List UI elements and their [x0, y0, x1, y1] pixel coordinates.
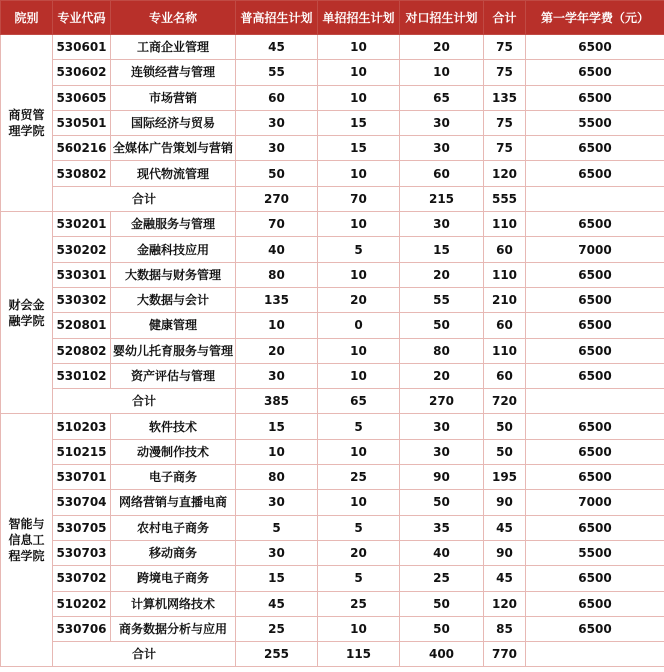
general-plan: 55 [236, 60, 318, 85]
general-plan: 50 [236, 161, 318, 186]
table-row [1, 363, 664, 388]
vocational-plan: 10 [400, 60, 484, 85]
tuition-fee: 6500 [526, 363, 664, 388]
major-code: 530802 [53, 161, 111, 186]
major-code: 530703 [53, 540, 111, 565]
row-total: 60 [484, 237, 526, 262]
subtotal-general: 270 [236, 186, 318, 211]
vocational-plan: 50 [400, 313, 484, 338]
table-row [1, 60, 664, 85]
major-name: 连锁经营与管理 [111, 60, 236, 85]
tuition-fee: 6500 [526, 439, 664, 464]
single-plan: 10 [318, 212, 400, 237]
table-row [1, 414, 664, 439]
general-plan: 30 [236, 110, 318, 135]
major-name: 大数据与财务管理 [111, 262, 236, 287]
college-header: 院别 [1, 1, 53, 35]
row-total: 135 [484, 85, 526, 110]
row-total: 60 [484, 363, 526, 388]
subtotal-label: 合计 [53, 389, 236, 414]
subtotal-fee-empty [526, 389, 664, 414]
total-header: 合计 [484, 1, 526, 35]
row-total: 75 [484, 136, 526, 161]
tuition-fee: 6500 [526, 616, 664, 641]
major-code: 530501 [53, 110, 111, 135]
major-code: 520802 [53, 338, 111, 363]
tuition-fee: 6500 [526, 85, 664, 110]
general-plan: 10 [236, 313, 318, 338]
single-plan: 10 [318, 490, 400, 515]
tuition-fee: 6500 [526, 313, 664, 338]
tuition-fee: 6500 [526, 161, 664, 186]
single-plan-header: 单招招生计划 [318, 1, 400, 35]
table-row [1, 490, 664, 515]
tuition-fee: 6500 [526, 465, 664, 490]
tuition-fee: 6500 [526, 338, 664, 363]
row-total: 45 [484, 566, 526, 591]
subtotal-vocational: 215 [400, 186, 484, 211]
general-plan: 10 [236, 439, 318, 464]
major-name: 国际经济与贸易 [111, 110, 236, 135]
subtotal-total: 555 [484, 186, 526, 211]
vocational-plan: 30 [400, 110, 484, 135]
row-total: 90 [484, 540, 526, 565]
tuition-fee: 6500 [526, 136, 664, 161]
subtotal-general: 385 [236, 389, 318, 414]
vocational-plan: 50 [400, 490, 484, 515]
tuition-header: 第一学年学费（元） [526, 1, 664, 35]
major-code: 530201 [53, 212, 111, 237]
subtotal-row [1, 389, 664, 414]
table-row [1, 465, 664, 490]
vocational-plan: 55 [400, 287, 484, 312]
single-plan: 10 [318, 439, 400, 464]
single-plan: 10 [318, 363, 400, 388]
major-name: 婴幼儿托育服务与管理 [111, 338, 236, 363]
single-plan: 10 [318, 85, 400, 110]
single-plan: 25 [318, 465, 400, 490]
general-plan: 80 [236, 465, 318, 490]
major-code: 530706 [53, 616, 111, 641]
row-total: 50 [484, 439, 526, 464]
college-name: 智能与信息工程学院 [1, 414, 53, 667]
row-total: 210 [484, 287, 526, 312]
major-name: 商务数据分析与应用 [111, 616, 236, 641]
major-name: 网络营销与直播电商 [111, 490, 236, 515]
major-code: 530202 [53, 237, 111, 262]
general-plan: 80 [236, 262, 318, 287]
general-plan: 45 [236, 35, 318, 60]
vocational-plan: 35 [400, 515, 484, 540]
vocational-plan: 30 [400, 212, 484, 237]
single-plan: 20 [318, 540, 400, 565]
major-name: 软件技术 [111, 414, 236, 439]
table-row [1, 237, 664, 262]
general-plan: 30 [236, 540, 318, 565]
header-row [1, 1, 664, 35]
vocational-plan: 25 [400, 566, 484, 591]
major-code: 530102 [53, 363, 111, 388]
vocational-plan: 80 [400, 338, 484, 363]
table-row [1, 515, 664, 540]
general-plan: 60 [236, 85, 318, 110]
single-plan: 10 [318, 338, 400, 363]
row-total: 75 [484, 35, 526, 60]
tuition-fee: 5500 [526, 110, 664, 135]
table-row [1, 540, 664, 565]
single-plan: 10 [318, 60, 400, 85]
single-plan: 10 [318, 262, 400, 287]
row-total: 50 [484, 414, 526, 439]
tuition-fee: 6500 [526, 35, 664, 60]
vocational-plan: 30 [400, 136, 484, 161]
major-code: 530702 [53, 566, 111, 591]
row-total: 195 [484, 465, 526, 490]
major-code: 530701 [53, 465, 111, 490]
vocational-plan: 20 [400, 35, 484, 60]
major-code: 560216 [53, 136, 111, 161]
single-plan: 10 [318, 35, 400, 60]
row-total: 120 [484, 161, 526, 186]
tuition-fee: 5500 [526, 540, 664, 565]
subtotal-label: 合计 [53, 186, 236, 211]
name-header: 专业名称 [111, 1, 236, 35]
subtotal-single: 115 [318, 642, 400, 667]
subtotal-total: 770 [484, 642, 526, 667]
general-plan: 15 [236, 566, 318, 591]
tuition-fee: 6500 [526, 287, 664, 312]
college-name: 商贸管理学院 [1, 35, 53, 212]
single-plan: 25 [318, 591, 400, 616]
vocational-plan: 60 [400, 161, 484, 186]
tuition-fee: 6500 [526, 515, 664, 540]
row-total: 85 [484, 616, 526, 641]
single-plan: 15 [318, 110, 400, 135]
major-name: 跨境电子商务 [111, 566, 236, 591]
major-code: 530705 [53, 515, 111, 540]
major-name: 工商企业管理 [111, 35, 236, 60]
major-name: 全媒体广告策划与营销 [111, 136, 236, 161]
row-total: 120 [484, 591, 526, 616]
table-row [1, 110, 664, 135]
tuition-fee: 6500 [526, 60, 664, 85]
single-plan: 10 [318, 616, 400, 641]
major-name: 大数据与会计 [111, 287, 236, 312]
major-code: 510203 [53, 414, 111, 439]
table-row [1, 161, 664, 186]
single-plan: 5 [318, 414, 400, 439]
single-plan: 5 [318, 237, 400, 262]
table-row [1, 591, 664, 616]
table-row [1, 35, 664, 60]
table-row [1, 262, 664, 287]
general-plan: 70 [236, 212, 318, 237]
major-name: 健康管理 [111, 313, 236, 338]
major-code: 530601 [53, 35, 111, 60]
major-name: 资产评估与管理 [111, 363, 236, 388]
table-row [1, 338, 664, 363]
vocational-plan: 90 [400, 465, 484, 490]
vocational-plan: 50 [400, 591, 484, 616]
major-name: 电子商务 [111, 465, 236, 490]
major-code: 530704 [53, 490, 111, 515]
table-row [1, 136, 664, 161]
general-plan: 30 [236, 136, 318, 161]
subtotal-fee-empty [526, 186, 664, 211]
single-plan: 10 [318, 161, 400, 186]
major-code: 530605 [53, 85, 111, 110]
general-plan: 5 [236, 515, 318, 540]
vocational-plan: 40 [400, 540, 484, 565]
major-name: 金融科技应用 [111, 237, 236, 262]
tuition-fee: 6500 [526, 566, 664, 591]
general-plan: 25 [236, 616, 318, 641]
college-name: 财会金融学院 [1, 212, 53, 414]
row-total: 75 [484, 110, 526, 135]
major-code: 530302 [53, 287, 111, 312]
tuition-fee: 6500 [526, 414, 664, 439]
subtotal-vocational: 400 [400, 642, 484, 667]
subtotal-general: 255 [236, 642, 318, 667]
general-plan: 30 [236, 363, 318, 388]
major-name: 移动商务 [111, 540, 236, 565]
subtotal-single: 65 [318, 389, 400, 414]
code-header: 专业代码 [53, 1, 111, 35]
tuition-fee: 6500 [526, 262, 664, 287]
row-total: 90 [484, 490, 526, 515]
row-total: 45 [484, 515, 526, 540]
vocational-plan: 20 [400, 363, 484, 388]
single-plan: 5 [318, 515, 400, 540]
subtotal-single: 70 [318, 186, 400, 211]
row-total: 110 [484, 262, 526, 287]
vocational-plan: 30 [400, 414, 484, 439]
subtotal-vocational: 270 [400, 389, 484, 414]
table-row [1, 85, 664, 110]
general-plan: 135 [236, 287, 318, 312]
vocational-plan: 65 [400, 85, 484, 110]
vocational-plan: 30 [400, 439, 484, 464]
major-name: 现代物流管理 [111, 161, 236, 186]
vocational-plan-header: 对口招生计划 [400, 1, 484, 35]
table-row [1, 287, 664, 312]
subtotal-row [1, 642, 664, 667]
major-code: 520801 [53, 313, 111, 338]
major-name: 市场营销 [111, 85, 236, 110]
major-code: 530301 [53, 262, 111, 287]
table-row [1, 313, 664, 338]
major-name: 计算机网络技术 [111, 591, 236, 616]
row-total: 110 [484, 338, 526, 363]
table-row [1, 566, 664, 591]
tuition-fee: 7000 [526, 490, 664, 515]
single-plan: 5 [318, 566, 400, 591]
single-plan: 20 [318, 287, 400, 312]
major-code: 510202 [53, 591, 111, 616]
tuition-fee: 6500 [526, 591, 664, 616]
single-plan: 15 [318, 136, 400, 161]
vocational-plan: 15 [400, 237, 484, 262]
tuition-fee: 7000 [526, 237, 664, 262]
major-name: 农村电子商务 [111, 515, 236, 540]
tuition-fee: 6500 [526, 212, 664, 237]
single-plan: 0 [318, 313, 400, 338]
row-total: 75 [484, 60, 526, 85]
subtotal-fee-empty [526, 642, 664, 667]
major-name: 动漫制作技术 [111, 439, 236, 464]
general-plan-header: 普高招生计划 [236, 1, 318, 35]
row-total: 110 [484, 212, 526, 237]
major-name: 金融服务与管理 [111, 212, 236, 237]
subtotal-total: 720 [484, 389, 526, 414]
row-total: 60 [484, 313, 526, 338]
general-plan: 40 [236, 237, 318, 262]
general-plan: 15 [236, 414, 318, 439]
table-body [1, 35, 664, 667]
subtotal-label: 合计 [53, 642, 236, 667]
subtotal-row [1, 186, 664, 211]
table-row [1, 212, 664, 237]
table-header [1, 1, 664, 35]
table-row [1, 616, 664, 641]
major-code: 530602 [53, 60, 111, 85]
vocational-plan: 20 [400, 262, 484, 287]
major-code: 510215 [53, 439, 111, 464]
general-plan: 20 [236, 338, 318, 363]
table-row [1, 439, 664, 464]
general-plan: 30 [236, 490, 318, 515]
general-plan: 45 [236, 591, 318, 616]
vocational-plan: 50 [400, 616, 484, 641]
